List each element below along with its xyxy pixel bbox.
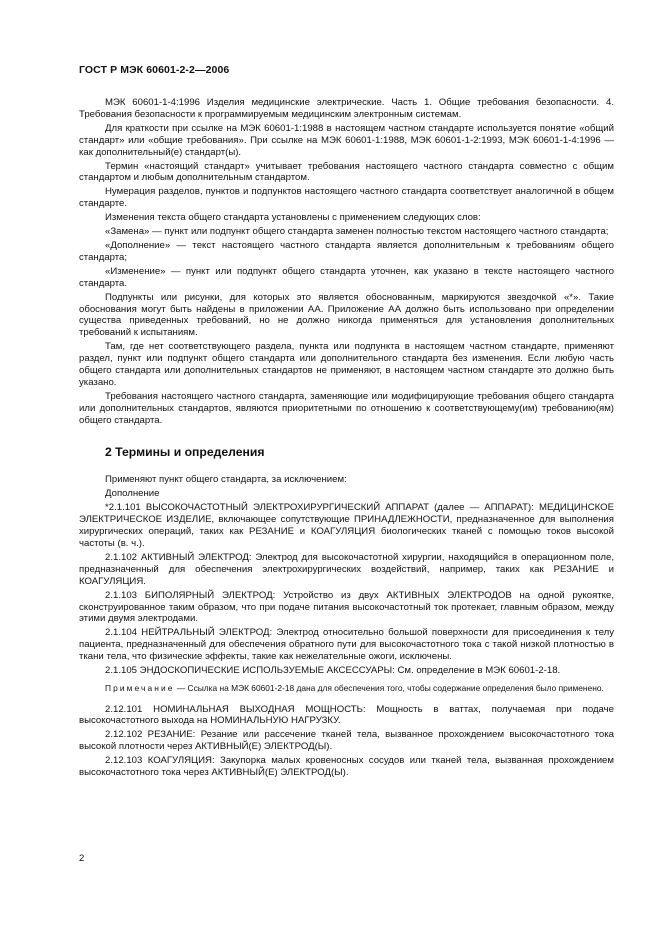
document-header: ГОСТ Р МЭК 60601-2-2—2006: [79, 64, 230, 76]
page-number: 2: [79, 853, 85, 864]
paragraph: Изменения текста общего стандарта установлены с применением следующих слов:: [105, 212, 481, 224]
paragraph: Там, где нет соответствующего раздела, пункта или подпункта в настоящем частном стандарте, применяют раздел, пункт или подпункт общего стандарта или дополнительного стандарта без изменения. Если любую часть общего стандарта или дополнительных стандартов не применяют, в настоящем частном стандарте это должно быть указано.: [79, 341, 614, 388]
note: [79, 683, 614, 694]
paragraph: Термин «настоящий стандарт» учитывает требования настоящего частного стандарта совместно с общим стандартом и любым дополнительным стандартом.: [79, 160, 614, 184]
definition-paragraph: 2.12.102 РЕЗАНИЕ: Резание или рассечение тканей тела, вызванное прохождением высокочастотного тока высокой плотности через АКТИВНЫЙ(Е) ЭЛЕКТРОД(Ы).: [79, 729, 614, 753]
definition-paragraph: 2.12.101 НОМИНАЛЬНАЯ ВЫХОДНАЯ МОЩНОСТЬ: Мощность в ваттах, получаемая при подаче высокочастотного выхода на НОМИНАЛЬНУЮ НАГРУЗКУ.: [79, 703, 614, 727]
paragraph: «Замена» — пункт или подпункт общего стандарта заменен полностью текстом настоящего частного стандарта;: [105, 226, 609, 238]
definition-paragraph: 2.1.102 АКТИВНЫЙ ЭЛЕКТРОД: Электрод для высокочастотной хирургии, находящийся в операционном поле, предназначенный для обеспечения электрохирургических воздействий, например, таких как РЕЗАНИЕ и КОАГУЛЯЦИЯ.: [79, 551, 614, 587]
paragraph: Требования настоящего частного стандарта, заменяющие или модифицирующие требования общего стандарта или дополнительных стандартов, являются приоритетными по отношению к соответствующему(им) требованию(ям) общего стандарта.: [79, 390, 614, 426]
paragraph: МЭК 60601-1-4:1996 Изделия медицинские электрические. Часть 1. Общие требования безопасности. 4. Требования безопасности к программируемым медицинским электронным системам.: [79, 97, 614, 120]
document-body: [79, 97, 614, 781]
note-label: Примечание: [105, 682, 175, 693]
paragraph: «Изменение» — пункт или подпункт общего стандарта уточнен, как указано в тексте настоящего частного стандарта.: [79, 265, 614, 289]
paragraph: «Дополнение» — текст настоящего частного стандарта является дополнительным к требованиям общего стандарта;: [79, 239, 614, 263]
definition-paragraph: 2.1.103 БИПОЛЯРНЫЙ ЭЛЕКТРОД: Устройство из двух АКТИВНЫХ ЭЛЕКТРОДОВ на одной рукоятке, сконструированное таким образом, что при подаче питания высокочастотный ток протекает, главным образом, между этими двумя электродами.: [79, 589, 614, 625]
definition-paragraph: 2.1.105 ЭНДОСКОПИЧЕСКИЕ ИСПОЛЬЗУЕМЫЕ АКСЕССУАРЫ: См. определение в МЭК 60601-2-18.: [105, 665, 561, 677]
paragraph: Дополнение: [105, 488, 160, 500]
definition-paragraph: 2.12.103 КОАГУЛЯЦИЯ: Закупорка малых кровеносных сосудов или тканей тела, вызванная прохождением высокочастотного тока через АКТИВНЫЙ(Е) ЭЛЕКТРОД(Ы).: [79, 755, 614, 779]
paragraph: Нумерация разделов, пунктов и подпунктов настоящего частного стандарта соответствует аналогичной в общем стандарте.: [79, 186, 614, 210]
note-text: — Ссылка на МЭК 60601-2-18 дана для обеспечения того, чтобы содержание определения было применено.: [176, 682, 604, 693]
definition-paragraph: 2.1.104 НЕЙТРАЛЬНЫЙ ЭЛЕКТРОД: Электрод относительно большой поверхности для присоединения к телу пациента, предназначенный для обеспечения обратного пути для высокочастотного тока с такой низкой плотностью в ткани тела, что физические эффекты, такие как нежелательные ожоги, исключены.: [79, 627, 614, 663]
definition-paragraph: *2.1.101 ВЫСОКОЧАСТОТНЫЙ ЭЛЕКТРОХИРУРГИЧЕСКИЙ АППАРАТ (далее — АППАРАТ): МЕДИЦИНСКОЕ ЭЛЕКТРИЧЕСКОЕ ИЗДЕЛИЕ, включающее сопутствующие ПРИНАДЛЕЖНОСТИ, предназначенное для выполнения хирургических операций, таких как РЕЗАНИЕ и КОАГУЛЯЦИЯ биологических тканей с помощью токов высокой частоты (в. ч.).: [79, 502, 614, 549]
section-heading: 2 Термины и определения: [105, 444, 265, 459]
paragraph: Подпункты или рисунки, для которых это является обоснованным, маркируются звездочкой «*». Такие обоснования могут быть найдены в приложении АА. Приложение АА должно быть использовано при определении существа приведенных требований, но не должно никогда применяться для установления дополнительных требований к испытаниям.: [79, 291, 614, 339]
paragraph: Применяют пункт общего стандарта, за исключением:: [105, 474, 347, 486]
paragraph: Для краткости при ссылке на МЭК 60601-1:1988 в настоящем частном стандарте используется понятие «общий стандарт» или «общие требования». При ссылке на МЭК 60601-1:1988, МЭК 60601-1-2:1993, МЭК 60601-1-4:1996 — как дополнительный(е) стандарт(ы).: [79, 122, 614, 158]
